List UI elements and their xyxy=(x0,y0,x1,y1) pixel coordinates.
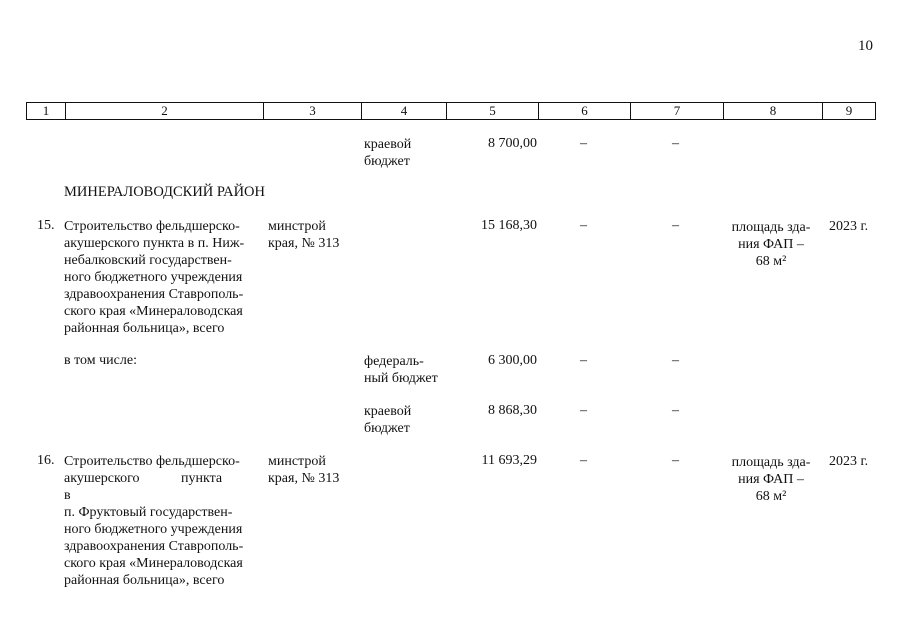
prev-budget-label xyxy=(364,136,411,170)
col-header-1: 1 xyxy=(27,103,66,120)
regional-budget-label xyxy=(364,403,411,437)
including-label: в том числе: xyxy=(64,353,137,368)
item-16-amount: 11 693,29 xyxy=(481,453,537,468)
dash-col6: – xyxy=(580,136,587,151)
column-number-header xyxy=(26,102,876,120)
text-line: п. Фруктовый государствен- xyxy=(64,505,233,520)
text-line: краевой xyxy=(364,404,412,419)
col-header-8: 8 xyxy=(724,103,823,120)
regional-budget-amount: 8 868,30 xyxy=(488,403,537,418)
federal-budget-amount: 6 300,00 xyxy=(488,353,537,368)
item-number-15: 15. xyxy=(37,218,55,233)
text-line: ного бюджетного учреждения xyxy=(64,522,243,537)
item-16-description xyxy=(64,453,262,589)
text-line: федераль- xyxy=(364,354,424,369)
dash-col6: – xyxy=(580,453,587,468)
col-header-2: 2 xyxy=(66,103,264,120)
text-line: бюджет xyxy=(364,154,410,169)
text-line: ния ФАП – xyxy=(738,472,804,487)
text-line: здравоохранения Ставрополь- xyxy=(64,287,244,302)
prev-budget-amount: 8 700,00 xyxy=(488,136,537,151)
text-line: Строительство фельдшерско- xyxy=(64,454,240,469)
page-number: 10 xyxy=(858,38,873,54)
dash-col6: – xyxy=(580,218,587,233)
text-line: края, № 313 xyxy=(268,236,340,251)
item-15-description xyxy=(64,218,262,337)
text-line: акушерского пункта в xyxy=(64,471,223,503)
text-line: ния ФАП – xyxy=(738,237,804,252)
dash-col7: – xyxy=(672,403,679,418)
region-heading: МИНЕРАЛОВОДСКИЙ РАЙОН xyxy=(64,184,265,200)
text-line: края, № 313 xyxy=(268,471,340,486)
col-header-4: 4 xyxy=(362,103,447,120)
federal-budget-label xyxy=(364,353,438,387)
text-line: акушерского пункта в п. Ниж- xyxy=(64,236,245,251)
dash-col7: – xyxy=(672,453,679,468)
text-line: районная больница», всего xyxy=(64,321,225,336)
col-header-3: 3 xyxy=(264,103,362,120)
text-line: районная больница», всего xyxy=(64,573,225,588)
item-15-indicator xyxy=(722,219,820,270)
dash-col7: – xyxy=(672,218,679,233)
col-header-9: 9 xyxy=(823,103,876,120)
text-line: небалковский государствен- xyxy=(64,253,232,268)
text-line: краевой xyxy=(364,137,412,152)
text-line: бюджет xyxy=(364,421,410,436)
text-line: 68 м² xyxy=(755,254,787,269)
text-line: ского края «Минераловодская xyxy=(64,304,243,319)
text-line: минстрой xyxy=(268,454,326,469)
item-15-executor xyxy=(268,218,339,252)
item-16-year: 2023 г. xyxy=(829,454,869,469)
dash-col7: – xyxy=(672,353,679,368)
col-header-6: 6 xyxy=(539,103,631,120)
col-header-5: 5 xyxy=(447,103,539,120)
text-line: ного бюджетного учреждения xyxy=(64,270,243,285)
item-15-amount: 15 168,30 xyxy=(481,218,537,233)
text-line: здравоохранения Ставрополь- xyxy=(64,539,244,554)
text-line: Строительство фельдшерско- xyxy=(64,219,240,234)
col-header-7: 7 xyxy=(631,103,724,120)
text-line: ского края «Минераловодская xyxy=(64,556,243,571)
text-line: 68 м² xyxy=(755,489,787,504)
item-16-indicator xyxy=(722,454,820,505)
dash-col6: – xyxy=(580,353,587,368)
item-15-year: 2023 г. xyxy=(829,219,869,234)
dash-col6: – xyxy=(580,403,587,418)
item-16-executor xyxy=(268,453,339,487)
text-line: площадь зда- xyxy=(731,455,811,470)
dash-col7: – xyxy=(672,136,679,151)
text-line: площадь зда- xyxy=(731,220,811,235)
text-line: ный бюджет xyxy=(364,371,438,386)
item-number-16: 16. xyxy=(37,453,55,468)
text-line: минстрой xyxy=(268,219,326,234)
